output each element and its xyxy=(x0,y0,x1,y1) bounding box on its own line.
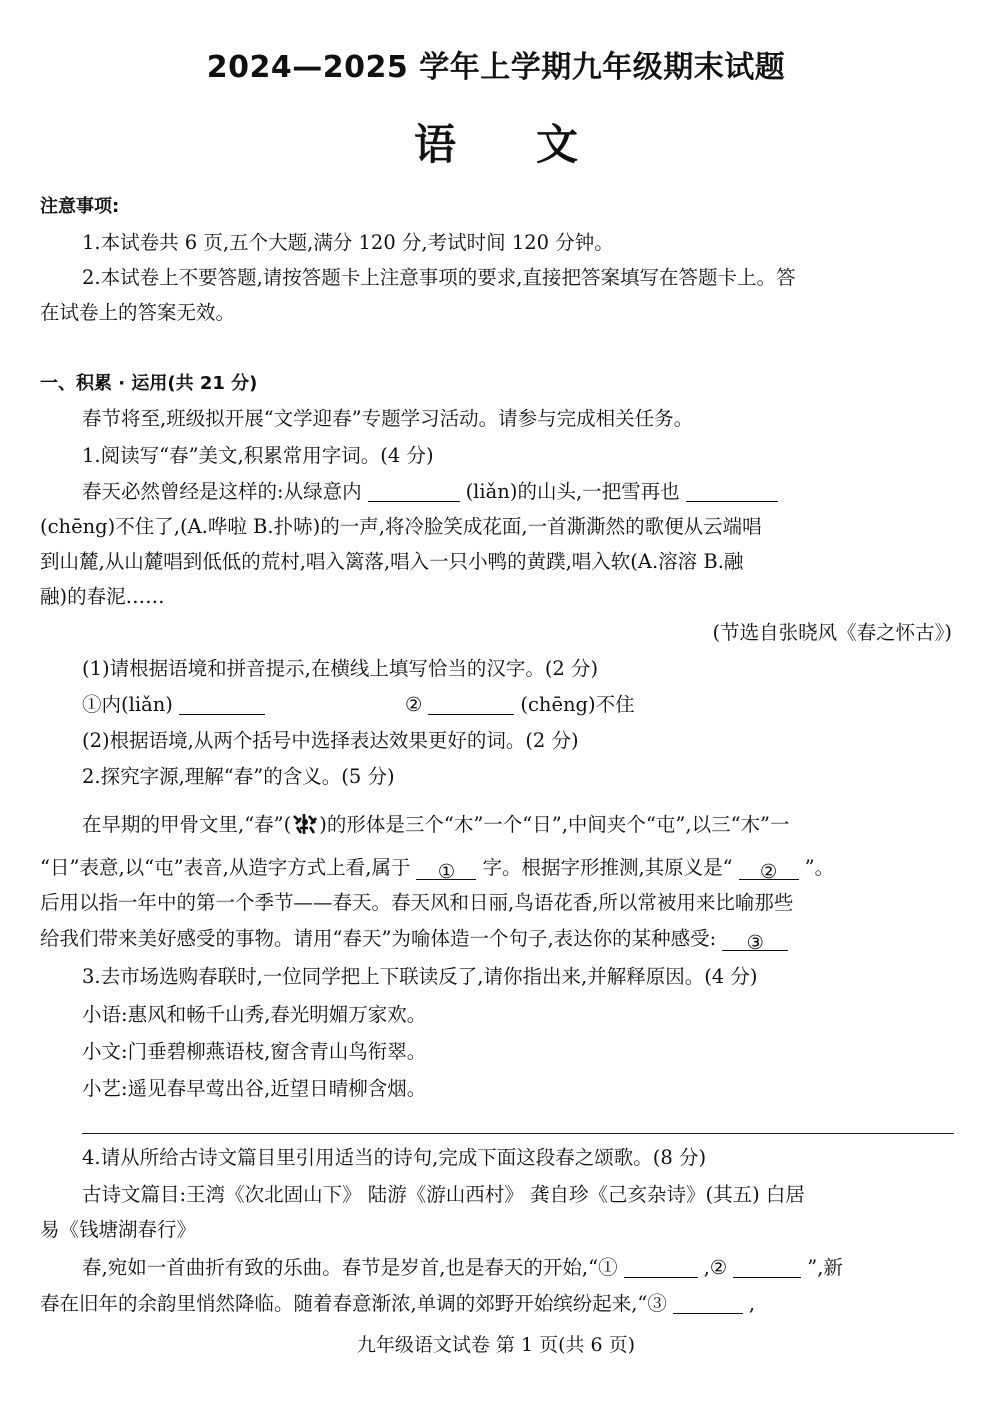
question-2-line-3: 后用以指一年中的第一个季节——春天。春天风和日丽,鸟语花香,所以常被用来比喻那些 xyxy=(40,891,794,914)
answer-label: (chēng)不住 xyxy=(520,693,635,716)
question-text: )的形体是三个“木”一个“日”,中间夹个“屯”,以三“木”一 xyxy=(319,813,790,836)
answer-blank xyxy=(624,1255,698,1278)
page-footer: 九年级语文试卷 第 1 页(共 6 页) xyxy=(356,1334,636,1356)
notice-item-2b: 在试卷上的答案无效。 xyxy=(40,301,236,324)
subject-title: 语文 xyxy=(413,120,658,169)
answer-blank xyxy=(673,1291,743,1314)
answer-blank xyxy=(686,479,778,502)
couplet-b: 小文:门垂碧柳燕语枝,窗含青山鸟衔翠。 xyxy=(82,1040,427,1063)
question-text: 在早期的甲骨文里,“春”( xyxy=(82,813,292,836)
question-text: 字。根据字形推测,其原义是“ xyxy=(482,856,733,879)
couplet-c: 小艺:遥见春早莺出谷,近望日晴柳含烟。 xyxy=(82,1077,427,1100)
passage-text: 春天必然曾经是这样的:从绿意内 xyxy=(82,480,362,503)
question-4-title: 4.请从所给古诗文篇目里引用适当的诗句,完成下面这段春之颂歌。(8 分) xyxy=(82,1146,707,1169)
question-text: ”。 xyxy=(804,856,835,879)
question-2-title: 2.探究字源,理解“春”的含义。(5 分) xyxy=(82,765,395,788)
question-2-line-4 xyxy=(40,924,952,954)
question-1-title: 1.阅读写“春”美文,积累常用字词。(4 分) xyxy=(82,444,434,467)
question-text: 春,宛如一首曲折有致的乐曲。春节是岁首,也是春天的开始,“① xyxy=(82,1256,618,1279)
passage-line-2: (chēng)不住了,(A.哗啦 B.扑哧)的一声,将冷脸笑成花面,一首澌澌然的歌便从云端唱 xyxy=(40,515,762,538)
answer-blank-2: ② xyxy=(739,857,799,880)
answer-label: ①内(liǎn) xyxy=(82,693,173,716)
question-text: ,② xyxy=(703,1256,728,1279)
question-text: “日”表意,以“屯”表音,从造字方式上看,属于 xyxy=(40,856,411,879)
question-3-title: 3.去市场选购春联时,一位同学把上下联读反了,请你指出来,并解释原因。(4 分) xyxy=(82,965,758,988)
passage-line-4: 融)的春泥…… xyxy=(40,585,165,608)
poem-list-line-1: 古诗文篇目:王湾《次北固山下》 陆游《游山西村》 龚自珍《己亥杂诗》(其五) 白居 xyxy=(82,1183,805,1206)
answer-blank xyxy=(733,1255,801,1278)
question-text: 给我们带来美好感受的事物。请用“春天”为喻体造一个句子,表达你的某种感受: xyxy=(40,927,717,950)
couplet-a: 小语:惠风和畅千山秀,春光明媚万家欢。 xyxy=(82,1003,427,1026)
exam-title: 2024—2025 学年上学期九年级期末试题 xyxy=(206,50,786,85)
answer-line xyxy=(82,1133,954,1134)
answer-blank xyxy=(428,692,514,715)
answer-blank-3: ③ xyxy=(722,928,788,951)
question-text: 春在旧年的余韵里悄然降临。随着春意渐浓,单调的郊野开始缤纷起来,“③ xyxy=(40,1292,667,1315)
question-text: ”,新 xyxy=(807,1256,843,1279)
section-intro: 春节将至,班级拟开展“文学迎春”专题学习活动。请参与完成相关任务。 xyxy=(82,407,694,430)
poem-list-line-2: 易《钱塘湖春行》 xyxy=(40,1218,197,1241)
question-1-sub-1: (1)请根据语境和拼音提示,在横线上填写恰当的汉字。(2 分) xyxy=(82,657,599,680)
oracle-bone-chun-icon xyxy=(291,812,319,836)
notice-item-1: 1.本试卷共 6 页,五个大题,满分 120 分,考试时间 120 分钟。 xyxy=(82,231,614,254)
question-text: , xyxy=(748,1292,756,1315)
answer-blank xyxy=(179,692,265,715)
passage-line-3: 到山麓,从山麓唱到低低的荒村,唱入篱落,唱入一只小鸭的黄蹼,唱入软(A.溶溶 B.融 xyxy=(40,550,744,573)
question-1-sub-1-answers xyxy=(82,690,952,720)
question-4-line-2 xyxy=(40,1289,952,1319)
section-heading: 一、积累 · 运用(共 21 分) xyxy=(40,373,258,394)
answer-blank-1: ① xyxy=(416,857,476,880)
notice-item-2a: 2.本试卷上不要答题,请按答题卡上注意事项的要求,直接把答案填写在答题卡上。答 xyxy=(82,266,796,289)
passage-line-1 xyxy=(82,477,952,507)
passage-text: (liǎn)的山头,一把雪再也 xyxy=(465,480,680,503)
question-4-line-1 xyxy=(82,1253,952,1283)
notice-heading: 注意事项: xyxy=(40,196,120,217)
answer-blank xyxy=(368,479,460,502)
passage-source: (节选自张晓风《春之怀古》) xyxy=(712,621,952,644)
question-1-sub-2: (2)根据语境,从两个括号中选择表达效果更好的词。(2 分) xyxy=(82,729,579,752)
question-2-line-1 xyxy=(82,810,952,840)
answer-label: ② xyxy=(404,693,423,716)
question-2-line-2 xyxy=(40,853,952,883)
